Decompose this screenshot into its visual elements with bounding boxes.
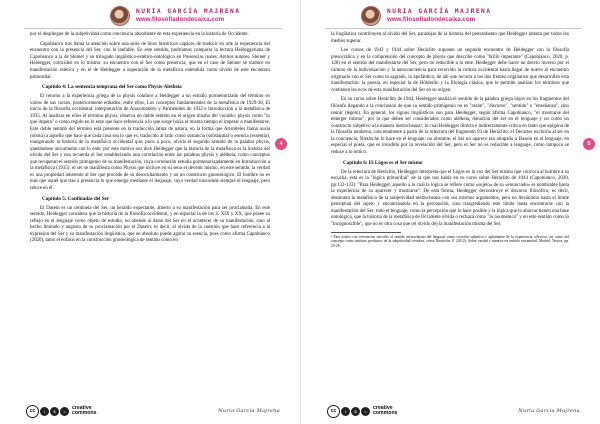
author-name: NURIA GARCÍA MAJRENA: [136, 7, 241, 15]
cc-icon: cc: [26, 405, 39, 418]
paragraph: El Dasein es un centinela del Ser, un heraldo expectante, abierto a su manifestación para ser proclamada. En este sentido, Heidegger considera que la historia de la filosofía occidental, y en especial la de los S. XIX y XX, que posee su reflejo en el lenguaje como objeto de estudio, no atiende al darse del Ser en el acontecer de su manifestación, sino al hecho limitado y angosto de su proclamación por el Dasein; es decir, al olvido de la cuestión que hace referencia a la expresión del Ser y su manifestación lingüística, que en absoluto puede agotar su esencia, pues como afirma Capobianco (2020), tanto el énfasis en la construcción gnoseológica de sentido como en: [30, 205, 270, 244]
creative-commons-logo[interactable]: [327, 405, 398, 418]
page-number-badge: 4: [275, 138, 287, 150]
author-avatar: [361, 6, 381, 26]
noderivatives-icon: =: [60, 407, 69, 416]
noderivatives-icon: =: [361, 407, 370, 416]
creative-commons-logo[interactable]: [26, 405, 97, 418]
right-page: [300, 0, 600, 424]
footnote-divider: [331, 232, 401, 233]
paragraph: por el despliegue de la subjetividad como conciencia absorbente de esta experiencia en la historia de Occidente.: [30, 32, 249, 37]
noncommercial-icon: $: [50, 407, 59, 416]
attribution-icon: i: [341, 407, 350, 416]
cc-icon: cc: [327, 405, 340, 418]
noncommercial-icon: $: [351, 407, 360, 416]
author-signature: Nuria García Majrena: [518, 408, 580, 414]
page-footer: [26, 404, 280, 418]
author-name: NURIA GARCÍA MAJRENA: [387, 7, 492, 15]
paragraph: El retorno a la experiencia griega de la physis conduce a Heidegger a un estudio pormenorizado del término en varios de sus cursos, posteriormente editados; entre ellos, Los conceptos fundamentales de la metafísica de 1929-30, El inicio de la filosofía occidental: interpretación de Anaximandro y Parménides de 1932 e Introducción a la metafísica de 1935. Al analizar en ellos el término physis, observa un doble sentido en el origen mismo del vocablo: physis como "lo que impera" o como regido en lo ente que hace referencia a lo que surge hacia el mismo tiempo el imperar o manifestarse. Este doble sentido del término está presente en la traducción latina de natura, en la forma que Aristóteles llama ousía (οὐσία) a aquello que hace que cada cosa sea lo que es, traducido al latín como sustancia (substantia) o esencia (essentia), inaugurando la historia de la metafísica occidental que, poco a poco, olvida el segundo sentido de la palabra physis, quedándose únicamente con lo ente; por este motivo nos dice Heidegger que la historia de la metafísica es la historia del olvido del Ser y nos recuerda el Ser estableciendo una correlación entre las palabras physis y alétheia, como conceptos que recuperan el sentido primigenio de su manifestación, cuya correlación estudia pormenorizadamente en Introducción a la metafísica (1935): el ser se manifiesta como Physis que incluye en su seno el devenir mismo, en este sentido, la verdad es una propiedad inherente al Ser que procede de su desocultamiento y no un constructo gnoseológico. El hombre no es más que aquél que trae a presencia lo que emerge mediante el lenguaje, cuya verdad trasciende siempre el lenguaje, pero reluce en él.: [30, 94, 270, 191]
chapter-heading: Capítulo 4: La sentencia temprana del Ser como Physis-Aletheia: [42, 84, 182, 91]
header-divider: [24, 28, 282, 29]
page-body: [331, 32, 569, 252]
website-link[interactable]: www.filosofiadondecaixa.com: [136, 16, 225, 23]
chapter-heading: Capítulo 6: El Lógos es el Ser mismo: [343, 159, 423, 166]
paragraph: De la relectura de Heráclito, Heidegger interpreta que el Lógos es la voz del Ser mismo que convoca al hombre a su escucha, esta es la "lógica primordial" de la que nos habla en su curso sobre Heráclito de 1944 (Capobianco, 2020, pp.132-133): "Para Heidegger, aquello a lo cual la lógica se refiere como «sujeto» de su «enunciado» es nombrable hasta la experiencia de su aparecer y mostrarse". De esta forma, Heidegger deconstruye el discurso filosófico, es decir, desmonta la metafísica de la subjetividad nietzscheana con sus mismos argumentos, pero no llevándola hasta el límite perceptual del sujeto y encontrándola en la percepción, sino trasgrediendo este límite hasta encontrarse con la manifestación del Ser: todo el lenguaje, como la percepción que lo hace posible y la lógica que lo abarcar tienen una base ontológica, que la historia de la metafísica de Occidente olvida o rechaza como "lo nouménico" y en este sentido como lo "incognoscible", que no es otra cosa que (el olvido de) la manifestación misma del Ser.: [331, 169, 569, 227]
paragraph: Los cursos de 1943 y 1944 sobre Heráclito suponen un segundo encuentro de Heidegger con la filosofía presocrática y en la comprensión del concepto de physis que describe como "brillo imperante" (Capobianco, 2020, p. 128) en el sentido del manifestarse del Ser, pero no reducible a lo ente. Heidegger debe hacer un desvío inverso por el camino de la individuación y la autoconciencia para recorrido la cultura occidental hasta llegar de nuevo al encuentro originario con el Ser como lo sagrado, lo apofántico, de ahí que recurra a los dos frentes originarios que desarrollan esta manifestación: la poesía, en especial la de Hölderlin y la filología clásica, que le permite analizar los términos que contienen los ecos de esta manifestación del Ser en su origen.: [331, 48, 569, 93]
author-signature: Nuria García Majrena: [218, 408, 280, 414]
page-header: [361, 4, 492, 28]
footnote: ¹ Para títulos con referencias iniciales al sentido nietzscheano del lenguaje como creación subjetiva y aglutinante de la experiencia colectiva, así como del concepto como instituto productos de la subjetividad creadora, véase Nietzsche, F. (2012): Sobre verdad y mentira en sentido extramoral, Madrid, Tecnos, pp. 25-28.: [331, 234, 569, 248]
cc-text-top: creative: [72, 405, 92, 412]
header-divider: [325, 28, 582, 29]
attribution-icon: i: [40, 407, 49, 416]
paragraph: En su curso sobre Heráclito de 1944, Heidegger analiza el sentido de la palabra griega lógos en los fragmentos del filósofo llegando a la conclusión de que su sentido primigenio no es "razón", "discurso", "sentido" o "enseñanza", sino reunir (légein). En general, los signos lingüísticos son para Heidegger, según afirma Capobianco, "el mostrarse del emerger mismo", por lo que deben ser considerados como alétheia, donación del ser en el lenguaje y no como un constructo subjetivo a la manera nietzscheana¹, lo cual Heidegger directa e indirectamente critica en tanto que epígono de la filosofía moderna, concretamente a partir de la relectura del fragmento 93 de Heráclito: el Decartes excluiría al ser en la conciencia, Nietzsche lo hace en el lenguaje; no obstante, el Ser no aparece tan atrapado a Dasein en el lenguaje, en especial el poeta, que es invadido por la revelación del Ser, pero el Ser no es reducible a lenguaje, como tampoco se reduce a lo óntico.: [331, 97, 569, 155]
page-header: [110, 4, 241, 28]
cc-text-bottom: commons: [72, 410, 97, 416]
page-footer: [327, 404, 580, 418]
paragraph: Capobianco nos llama la atención sobre una serie de hitos históricos capaces de traducir en arte la experiencia del encuentro con la presencia del Ser, con lo inefable. En este sentido, podríamos comparar la lectura Heideggeriana de Capobianco a la de Steiner y su trilogado lingüístico-estético-ontológico en Presencias reales. Ambos autores, Steiner y Heidegger, coinciden en lo mismo: su encuentro con el Ser como presencia, que en el caso de Steiner se traduce en manifestación estética y en el de Heidegger a superación de la metafísica entendida como olvido de este encuentro primordial.: [30, 41, 270, 80]
website-link[interactable]: www.filosofiadondecaixa.com: [387, 16, 476, 23]
chapter-heading: Capítulo 5: Confinadas del Ser: [42, 195, 110, 202]
cc-text-top: creative: [373, 405, 393, 412]
author-avatar: [110, 6, 130, 26]
paragraph: la lingüística contribuyen al olvido del Ser, paradojas de la historia del pensamiento que Heidegger intenta por todos los medios superar.: [331, 32, 569, 44]
cc-text-bottom: commons: [373, 410, 398, 416]
page-number-badge: 5: [583, 138, 595, 150]
page-body: [30, 32, 270, 248]
